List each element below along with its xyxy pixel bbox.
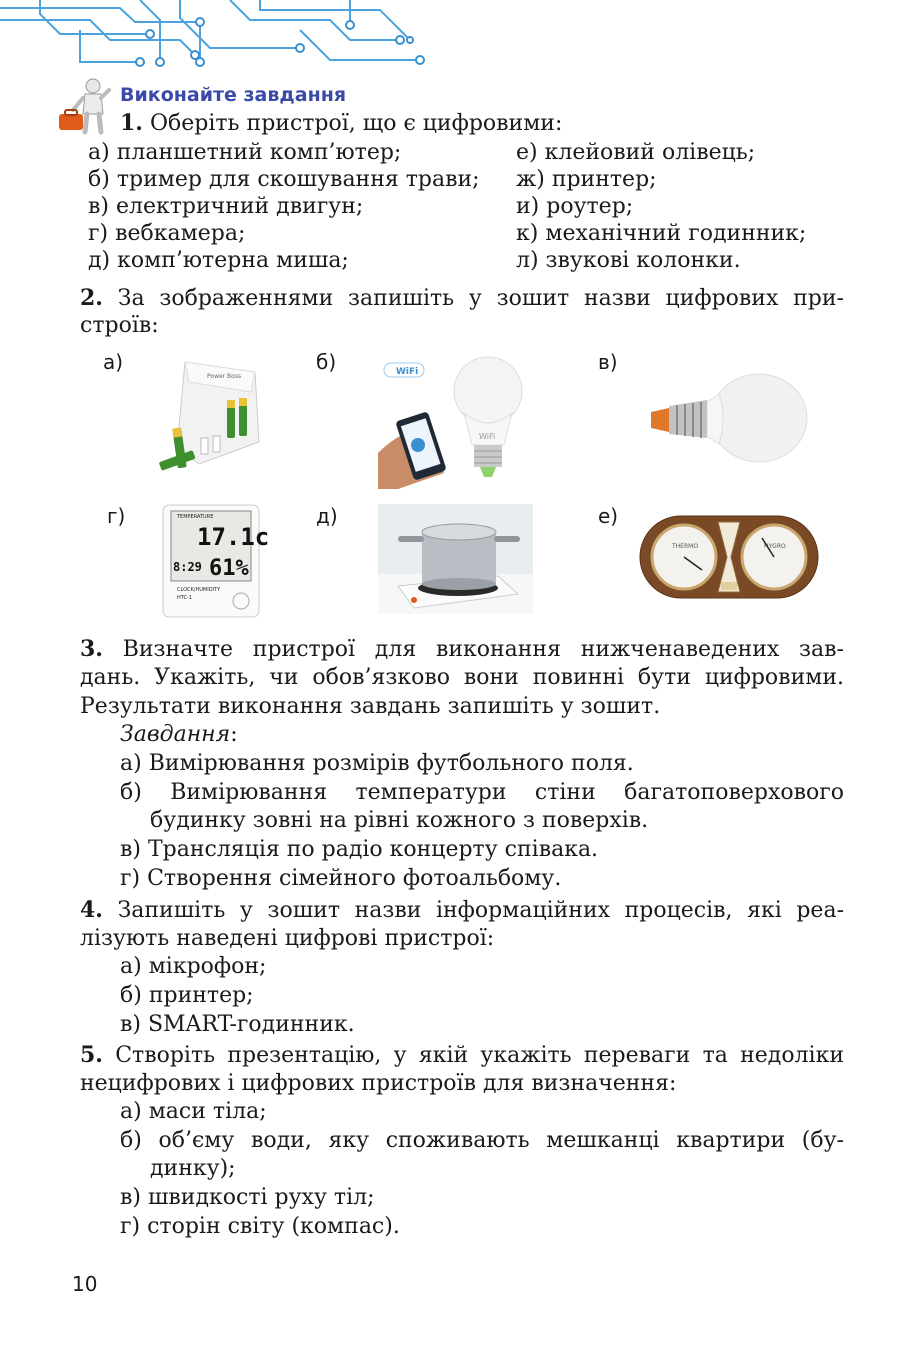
task4-item: а) мікрофон; <box>120 954 267 979</box>
image-label-e: е) <box>598 504 619 528</box>
task4-line1 <box>80 896 844 926</box>
task5-item: б) об’єму води, яку споживають мешканці квартири (бу- <box>120 1128 844 1153</box>
task3-item: в) Трансляція по радіо концерту співака. <box>120 837 599 862</box>
task3-text: Визначте пристрої для виконання нижченаведених зав- <box>122 637 844 662</box>
task1-right-column <box>516 139 806 274</box>
analog-weather-station-image <box>638 512 820 602</box>
task4-item: в) SMART-годинник. <box>120 1012 355 1037</box>
device-model: HTC-1 <box>177 595 192 601</box>
task4-line2: лізують наведені цифрові пристрої: <box>80 926 495 951</box>
task3-line2: дань. Укажіть, чи обов’язково вони повинні бути цифровими. <box>80 665 844 690</box>
task2-line1 <box>80 284 844 314</box>
task3-subhead-colon: : <box>230 722 238 747</box>
task3-line3: Результати виконання завдань запишіть у зошит. <box>80 694 661 719</box>
task4-number: 4. <box>80 897 103 923</box>
task3-line1 <box>80 635 844 665</box>
wifi-label-text: WiFi <box>396 367 419 377</box>
display-temperature: 17.1c <box>197 523 270 551</box>
task1-option: л) звукові колонки. <box>516 248 741 273</box>
image-label-v: в) <box>598 350 618 374</box>
task1-text: Оберіть пристрої, що є цифровими: <box>149 111 563 136</box>
task3-item: б) Вимірювання температури стіни багатоповерхового <box>120 780 844 805</box>
task1-question <box>120 109 562 139</box>
task2-text: За зображеннями запишіть у зошит назви цифрових при- <box>117 286 844 311</box>
battery-charger-image <box>155 352 267 478</box>
bulb-label-text: WiFi <box>479 432 496 441</box>
task5-number: 5. <box>80 1042 103 1068</box>
display-humidity: 61% <box>209 556 249 581</box>
task3-subhead <box>120 721 238 750</box>
smart-wifi-bulb-image <box>378 353 528 489</box>
hygrometer-dial-text: HYGRO <box>764 543 786 550</box>
task1-left-column <box>88 139 480 274</box>
task5-text: Створіть презентацію, у якій укажіть переваги та недоліки <box>115 1043 845 1068</box>
task3-item-continuation: будинку зовні на рівні кожного з поверхів. <box>150 808 649 833</box>
task3-item: а) Вимірювання розмірів футбольного поля. <box>120 751 634 776</box>
task4-item: б) принтер; <box>120 983 254 1008</box>
task1-option: б) тример для скошування трави; <box>88 167 480 192</box>
digital-thermometer-image <box>161 503 270 619</box>
device-caption: CLOCK/HUMIDITY <box>177 587 221 593</box>
task1-number: 1. <box>120 110 143 136</box>
charger-brand-text: Power Boss <box>207 373 242 380</box>
light-bulb-image <box>647 372 809 466</box>
task1-option: и) роутер; <box>516 194 634 219</box>
image-label-a: а) <box>103 350 124 374</box>
task2-number: 2. <box>80 285 103 311</box>
display-time: 8:29 <box>173 560 202 574</box>
task1-option: в) електричний двигун; <box>88 194 364 219</box>
task4-text: Запишіть у зошит назви інформаційних процесів, які реа- <box>117 898 845 923</box>
task5-item: а) маси тіла; <box>120 1099 267 1124</box>
display-top-label: TEMPERATURE <box>177 514 214 520</box>
image-label-d: д) <box>316 504 338 528</box>
task1-option: а) планшетний комп’ютер; <box>88 140 402 165</box>
image-label-b: б) <box>316 350 337 374</box>
task3-subhead-word: Завдання <box>120 722 231 747</box>
task3-number: 3. <box>80 636 103 662</box>
task5-line1 <box>80 1041 844 1071</box>
task5-line2: нецифрових і цифрових пристроїв для визначення: <box>80 1071 677 1096</box>
task1-option: е) клейовий олівець; <box>516 140 756 165</box>
image-label-g: г) <box>107 504 126 528</box>
page-number: 10 <box>72 1272 98 1296</box>
task5-item: г) сторін світу (компас). <box>120 1214 400 1239</box>
task5-item: в) швидкості руху тіл; <box>120 1185 375 1210</box>
task1-option: д) комп’ютерна миша; <box>88 248 349 273</box>
worker-with-toolbox-icon <box>55 76 117 138</box>
thermometer-dial-text: THERMO <box>672 543 699 550</box>
task1-option: к) механічний годинник; <box>516 221 807 246</box>
task3-item: г) Створення сімейного фотоальбому. <box>120 866 562 891</box>
task2-line2: строїв: <box>80 313 159 338</box>
electric-stove-image <box>378 504 533 614</box>
circuit-decoration <box>0 0 430 70</box>
task1-option: г) вебкамера; <box>88 221 246 246</box>
section-title: Виконайте завдання <box>120 84 347 106</box>
task1-option: ж) принтер; <box>516 167 657 192</box>
task5-item-continuation: динку); <box>150 1156 236 1181</box>
